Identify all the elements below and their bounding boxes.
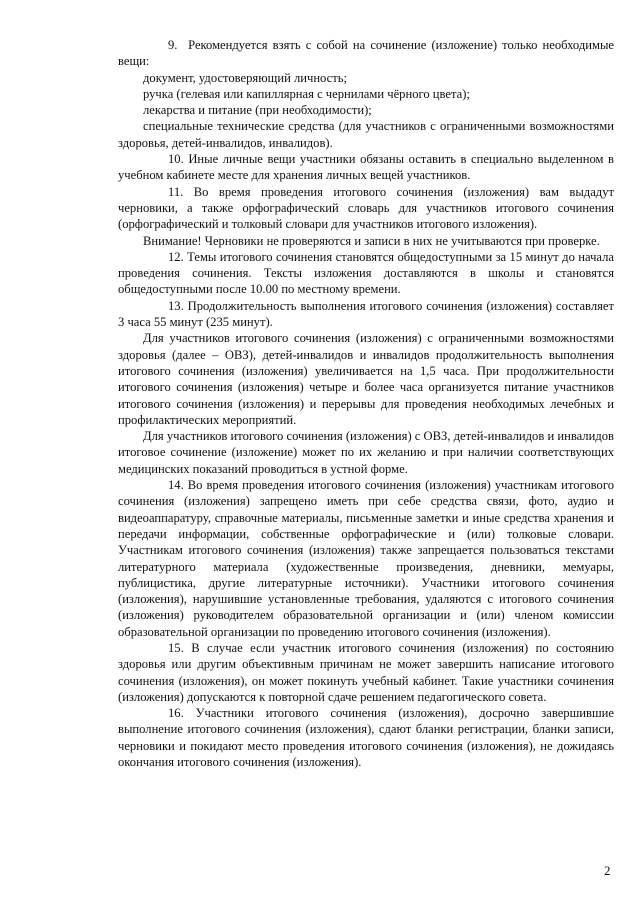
list-item: лекарства и питание (при необходимости); (143, 103, 372, 118)
item-number: 13. (168, 298, 184, 313)
ovz-oral-paragraph: Для участников итогового сочинения (изложения) с ОВЗ, детей-инвалидов и инвалидов итоговое сочинение (изложение) может по их желанию и при наличии соответствующих медицинских показаний проводиться в устной форме. (118, 429, 614, 476)
item-number: 10. (168, 152, 184, 167)
item-13-paragraph: 13. Продолжительность выполнения итогового сочинения (изложения) составляет 3 часа 55 минут (235 минут). (118, 298, 615, 330)
list-item: документ, удостоверяющий личность; (143, 70, 348, 85)
item-number: 16. (168, 706, 184, 721)
attention-note: Внимание! Черновики не проверяются и записи в них не учитываются при проверке. (143, 233, 600, 248)
list-item: специальные технические средства (для участников с ограниченными возможностями здоровья, детей-инвалидов, инвалидов). (118, 119, 614, 150)
item-9-paragraph: 9. Рекомендуется взять с собой на сочинение (изложение) только необходимые вещи: (118, 38, 615, 69)
page-number: 2 (604, 863, 611, 878)
item-16-paragraph: 16. Участники итогового сочинения (изложения), досрочно завершившие выполнение итогового сочинения (изложения), сдают бланки регистрации, бланки записи, черновики и покидают место проведения итогового сочинения (изложения), не дожидаясь окончания итогового сочинения (изложения). (118, 706, 614, 770)
document-body (118, 37, 614, 770)
item-15-paragraph: 15. В случае если участник итогового сочинения (изложения) по состоянию здоровья или другим объективным причинам не может завершить написание итогового сочинения (изложения), он может покинуть учебный кабинет. Такие участники сочинения (изложения) допускаются к повторной сдаче решением педагогического совета. (118, 640, 614, 704)
item-11-paragraph: 11. Во время проведения итогового сочинения (изложения) вам выдадут черновики, а также орфографический словарь для участников итогового сочинения (орфографический и толковый словари для участников итогового изложения). (118, 184, 614, 232)
item-number: 12. (168, 249, 184, 264)
item-number: 15. (168, 640, 184, 655)
item-10-paragraph: 10. Иные личные вещи участники обязаны оставить в специально выделенном в учебном кабинете месте для хранения личных вещей участников. (118, 152, 615, 183)
item-14-paragraph: 14. Во время проведения итогового сочинения (изложения) участникам итогового сочинения (изложения) запрещено иметь при себе средства связи, фото, аудио и видеоаппаратуру, справочные материалы, письменные заметки и иные средства хранения и передачи информации, собственные орфографические и (или) толковые словари. Участникам итогового сочинения (изложения) также запрещается пользоваться текстами литературного материала (художественные произведения, дневники, мемуары, публицистика, другие литературные источники). Участники итогового сочинения (изложения), нарушившие установленные требования, удаляются с итогового сочинения (изложения) руководителем образовательной организации и (или) членом комиссии образовательной организации по проведению итогового сочинения (изложения). (118, 478, 614, 639)
ovz-duration-paragraph: Для участников итогового сочинения (изложения) с ограниченными возможностями здоровья (далее – ОВЗ), детей-инвалидов и инвалидов продолжительность выполнения итогового сочинения (изложения) увеличивается на 1,5 часа. При продолжительности итогового сочинения (изложения) четыре и более часа организуется питание участников итогового сочинения (изложения) и перерывы для проведения необходимых лечебных и профилактических мероприятий. (118, 331, 614, 427)
item-number: 14. (168, 478, 184, 493)
list-item: ручка (гелевая или капиллярная с чернилами чёрного цвета); (143, 86, 470, 101)
item-number: 11. (168, 184, 184, 199)
item-12-paragraph: 12. Темы итогового сочинения становятся общедоступными за 15 минут до начала проведения сочинения. Тексты изложения доставляются в школы и становятся общедоступными после 10.00 по местному времени. (118, 249, 614, 297)
item-number: 9. (168, 38, 178, 52)
